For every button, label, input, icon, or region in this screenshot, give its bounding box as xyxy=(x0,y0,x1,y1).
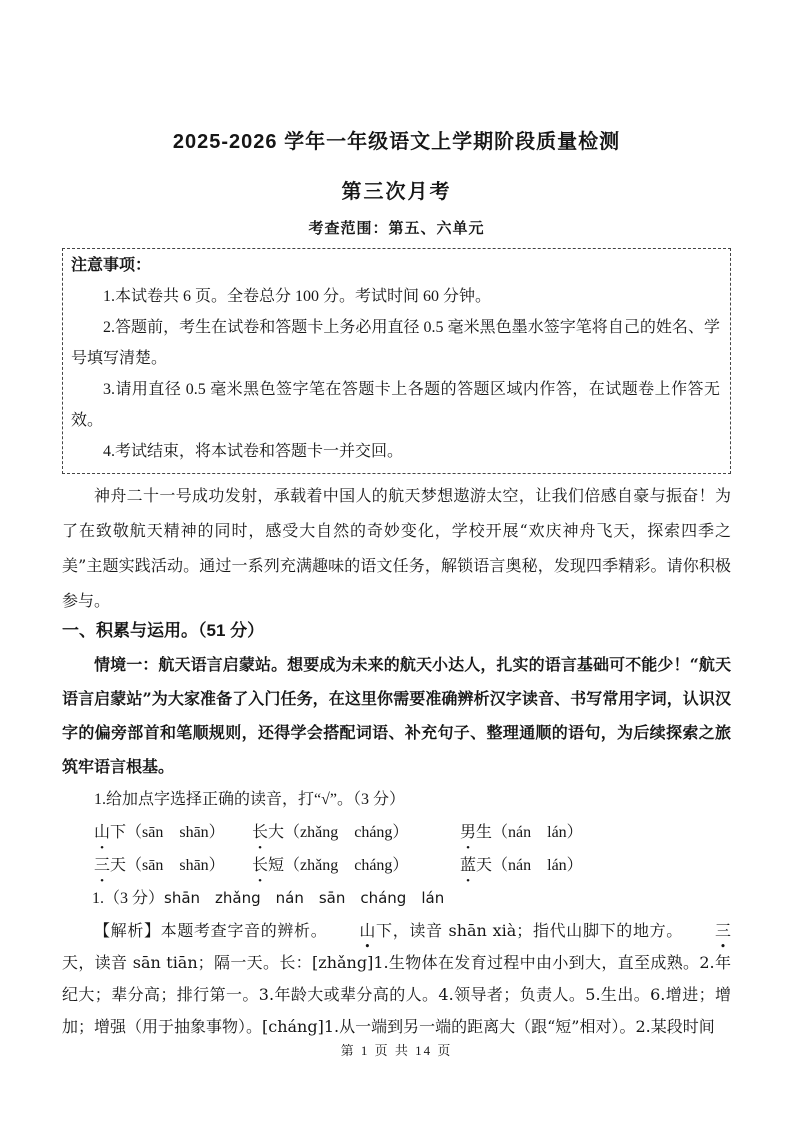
question1-analysis xyxy=(62,915,731,1043)
dotted-char: 山 xyxy=(94,824,111,841)
notice-heading: 注意事项： xyxy=(71,257,152,274)
answer-number: 1.（3 分） xyxy=(92,890,165,907)
scenario-paragraph: 情境一：航天语言启蒙站。想要成为未来的航天小达人，扎实的语言基础可不能少！“航天语言启蒙站”为大家准备了入门任务，在这里你需要准确辨析汉字读音、书写常用字词，认识汉字的偏旁部首和笔顺规则，还得学会搭配词语、补充句子、整理通顺的语句，为后续探索之旅筑牢语言根基。 xyxy=(62,655,731,776)
exam-title: 2025-2026 学年一年级语文上学期阶段质量检测 xyxy=(172,131,621,153)
dotted-char: 山 xyxy=(359,921,376,940)
pinyin-option-text: 天（sān shān） xyxy=(110,857,225,874)
dotted-char: 男 xyxy=(460,824,477,841)
exam-scope: 考查范围：第五、六单元 xyxy=(308,219,485,237)
pinyin-option-text: 短（zhǎng cháng） xyxy=(268,857,409,874)
notice-item-2: 2.答题前，考生在试卷和答题卡上务必用直径 0.5 毫米黑色墨水签字笔将自己的姓名、学号填写清楚。 xyxy=(71,319,720,367)
dotted-char: 蓝 xyxy=(460,857,477,874)
section1-heading: 一、积累与运用。（51 分） xyxy=(62,621,265,640)
pinyin-option-changduan xyxy=(252,849,460,882)
analysis-segment: 【解析】本题考查字音的辨析。 xyxy=(94,921,328,940)
intro-paragraph: 神舟二十一号成功发射，承载着中国人的航天梦想遨游太空，让我们倍感自豪与振奋！为了在致敬航天精神的同时，感受大自然的奇妙变化，学校开展“欢庆神舟飞天，探索四季之美”主题实践活动。通过一系列充满趣味的语文任务，解锁语言奥秘，发现四季精彩。请你积极参与。 xyxy=(62,486,731,610)
notice-item-4: 4.考试结束，将本试卷和答题卡一并交回。 xyxy=(103,443,404,460)
notice-item-1: 1.本试卷共 6 页。全卷总分 100 分。考试时间 60 分钟。 xyxy=(103,288,492,305)
analysis-segment: 下，读音 shān xià；指代山脚下的地方。 xyxy=(375,921,683,940)
pinyin-option-text: 下（sān shān） xyxy=(110,824,225,841)
notice-box xyxy=(62,248,731,474)
pinyin-option-zhangda xyxy=(252,816,460,849)
exam-subtitle: 第三次月考 xyxy=(341,181,452,203)
question1-answer xyxy=(62,882,731,915)
analysis-segment: 天，读音 sān tiān；隔一天。长：[zhǎng]1.生物体在发育过程中由小到大，直至成熟。2.年纪大；辈分高；排行第一。3.年龄大或辈分高的人。4.领导者；负责人。5.生出。6.增进；增加；增强（用于抽象事物）。[cháng]1.从一端到另一端的距离大（跟“短”相对）。2.某段时间 xyxy=(62,953,731,1036)
dotted-char: 长 xyxy=(252,857,269,874)
dotted-char: 长 xyxy=(252,824,269,841)
pinyin-option-text: 生（nán lán） xyxy=(476,824,583,841)
answer-pinyin: shān zhǎng nán sān cháng lán xyxy=(164,889,445,907)
question1-prompt: 1.给加点字选择正确的读音，打“√”。（3 分） xyxy=(94,791,405,808)
pinyin-option-lantian xyxy=(460,849,583,882)
pinyin-row-1 xyxy=(62,816,731,849)
dotted-char: 三 xyxy=(714,921,731,940)
dotted-char: 三 xyxy=(94,857,111,874)
pinyin-option-nansheng xyxy=(460,816,583,849)
notice-item-3: 3.请用直径 0.5 毫米黑色签字笔在答题卡上各题的答题区域内作答，在试题卷上作答无效。 xyxy=(71,381,720,429)
pinyin-option-text: 大（zhǎng cháng） xyxy=(268,824,409,841)
pinyin-option-santian xyxy=(94,849,252,882)
pinyin-option-text: 天（nán lán） xyxy=(476,857,583,874)
pinyin-option-shanxia xyxy=(94,816,252,849)
pinyin-row-2 xyxy=(62,849,731,882)
page-footer: 第 1 页 共 14 页 xyxy=(340,1043,453,1058)
